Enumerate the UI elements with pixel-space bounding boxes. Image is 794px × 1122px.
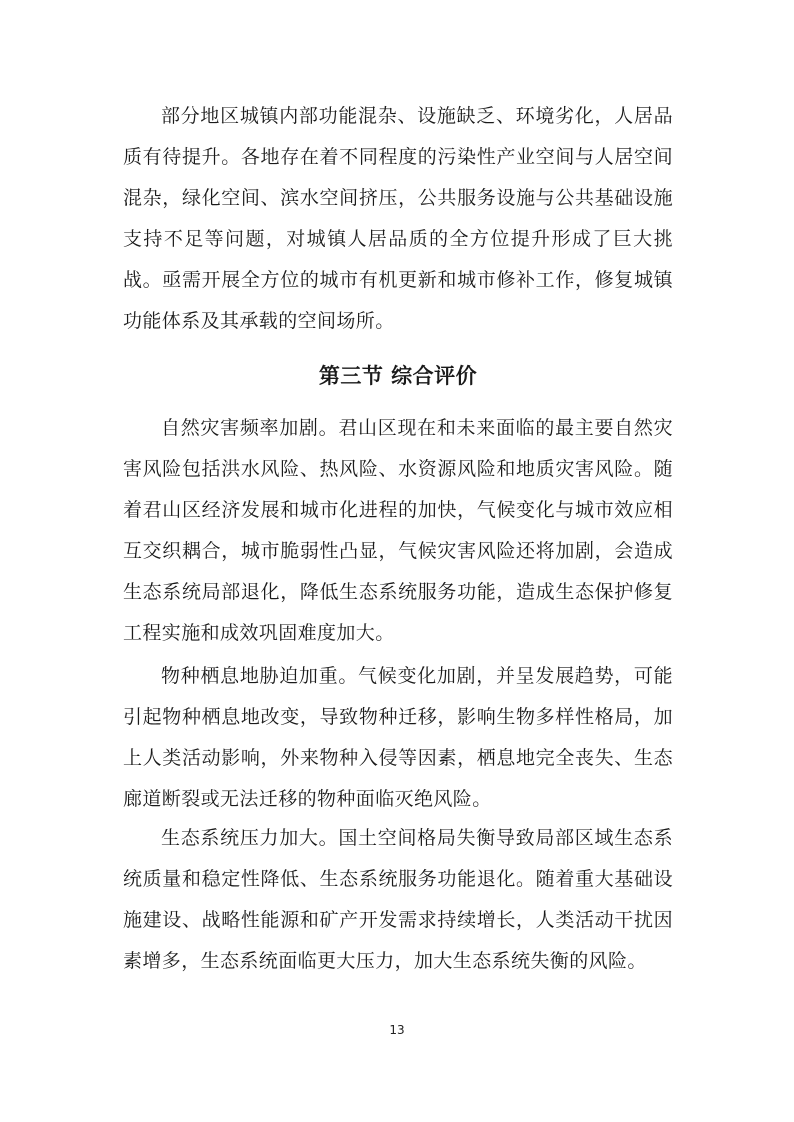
intro-paragraph: 部分地区城镇内部功能混杂、设施缺乏、环境劣化，人居品质有待提升。各地存在着不同程度的污染性产业空间与人居空间混杂，绿化空间、滨水空间挤压，公共服务设施与公共基础设施支持不足等问题，对城镇人居品质的全方位提升形成了巨大挑战。亟需开展全方位的城市有机更新和城市修补工作，修复城镇功能体系及其承载的空间场所。 <box>123 105 673 332</box>
paragraph-habitat-stress: 物种栖息地胁迫加重。气候变化加剧，并呈发展趋势，可能引起物种栖息地改变，导致物种迁移，影响生物多样性格局，加上人类活动影响，外来物种入侵等因素，栖息地完全丧失、生态廊道断裂或无法迁移的物种面临灭绝风险。 <box>123 665 673 810</box>
section-heading: 第三节 综合评价 <box>318 364 478 388</box>
paragraph-ecosystem-pressure: 生态系统压力加大。国土空间格局失衡导致局部区域生态系统质量和稳定性降低、生态系统服务功能退化。随着重大基础设施建设、战略性能源和矿产开发需求持续增长，人类活动干扰因素增多，生态系统面临更大压力，加大生态系统失衡的风险。 <box>123 827 673 972</box>
page-number: 13 <box>389 1023 405 1037</box>
paragraph-natural-disasters: 自然灾害频率加剧。君山区现在和未来面临的最主要自然灾害风险包括洪水风险、热风险、水资源风险和地质灾害风险。随着君山区经济发展和城市化进程的加快，气候变化与城市效应相互交织耦合，城市脆弱性凸显，气候灾害风险还将加剧，会造成生态系统局部退化，降低生态系统服务功能，造成生态保护修复工程实施和成效巩固难度加大。 <box>123 417 673 644</box>
